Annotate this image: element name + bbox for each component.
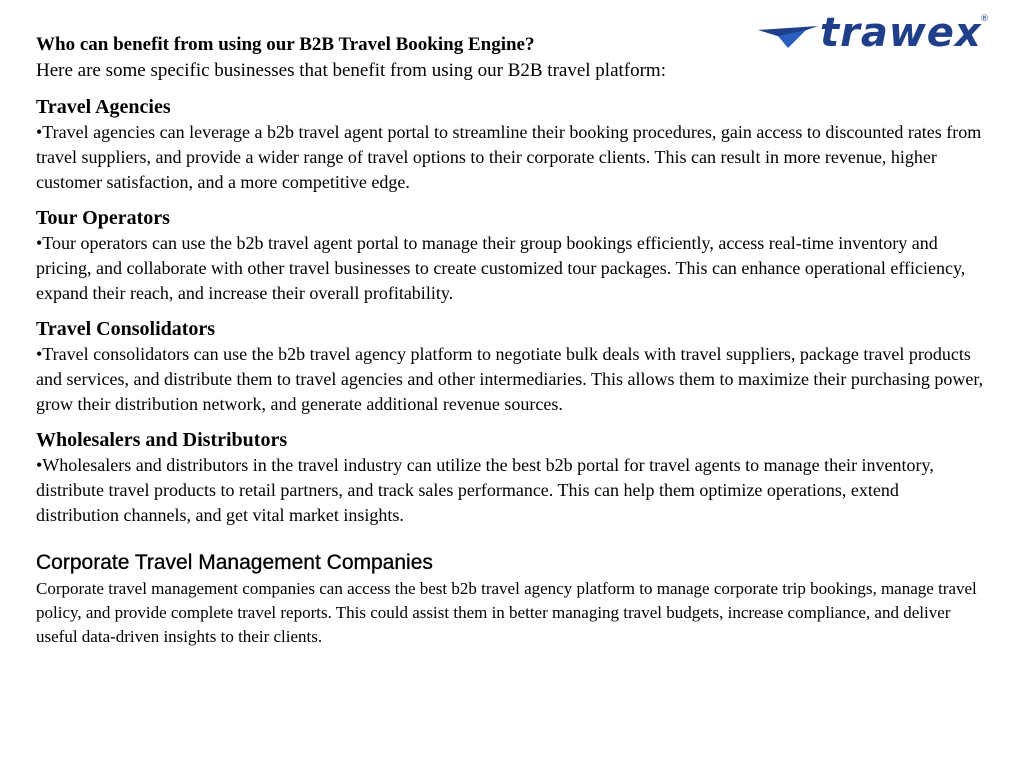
section-body: •Tour operators can use the b2b travel agent portal to manage their group bookings efficiently, access real-time inventory and pricing, and collaborate with other travel businesses to create customized tour packages. This can enhance operational efficiency, expand their reach, and increase their overall profitability. — [36, 233, 966, 303]
section-heading: Corporate Travel Management Companies — [36, 551, 433, 574]
section-wholesalers-distributors — [36, 427, 986, 528]
section-heading: Travel Agencies — [36, 96, 171, 118]
section-body: •Wholesalers and distributors in the travel industry can utilize the best b2b portal for travel agents to manage their inventory, distribute travel products to retail partners, and track sales performance. This can help them optimize operations, extend distribution channels, and get vital market insights. — [36, 455, 934, 525]
slide-content — [36, 32, 986, 659]
section-travel-agencies — [36, 94, 986, 195]
section-tour-operators — [36, 205, 986, 306]
section-body: •Travel consolidators can use the b2b travel agency platform to negotiate bulk deals with travel suppliers, package travel products and services, and distribute them to travel agencies and other intermediaries. This allows them to maximize their purchasing power, grow their distribution network, and generate additional revenue sources. — [36, 344, 984, 414]
registered-mark: ® — [980, 14, 989, 24]
section-heading: Wholesalers and Distributors — [36, 429, 288, 451]
section-corporate-travel-management — [36, 549, 986, 649]
section-heading: Tour Operators — [36, 207, 170, 229]
section-travel-consolidators — [36, 316, 986, 417]
intro-text: Here are some specific businesses that benefit from using our B2B travel platform: — [36, 60, 666, 81]
logo-text: trawex — [820, 10, 982, 56]
section-body: •Travel agencies can leverage a b2b travel agent portal to streamline their booking procedures, gain access to discounted rates from travel suppliers, and provide a wider range of travel options to their corporate clients. This can result in more revenue, higher customer satisfaction, and a more competitive edge. — [36, 122, 982, 192]
section-heading: Travel Consolidators — [36, 318, 216, 340]
intro-title: Who can benefit from using our B2B Travel Booking Engine? — [36, 34, 535, 55]
section-body: Corporate travel management companies can access the best b2b travel agency platform to manage corporate trip bookings, manage travel policy, and provide complete travel reports. This could assist them in better managing travel budgets, increase compliance, and deliver useful data-driven insights to their clients. — [36, 579, 977, 646]
